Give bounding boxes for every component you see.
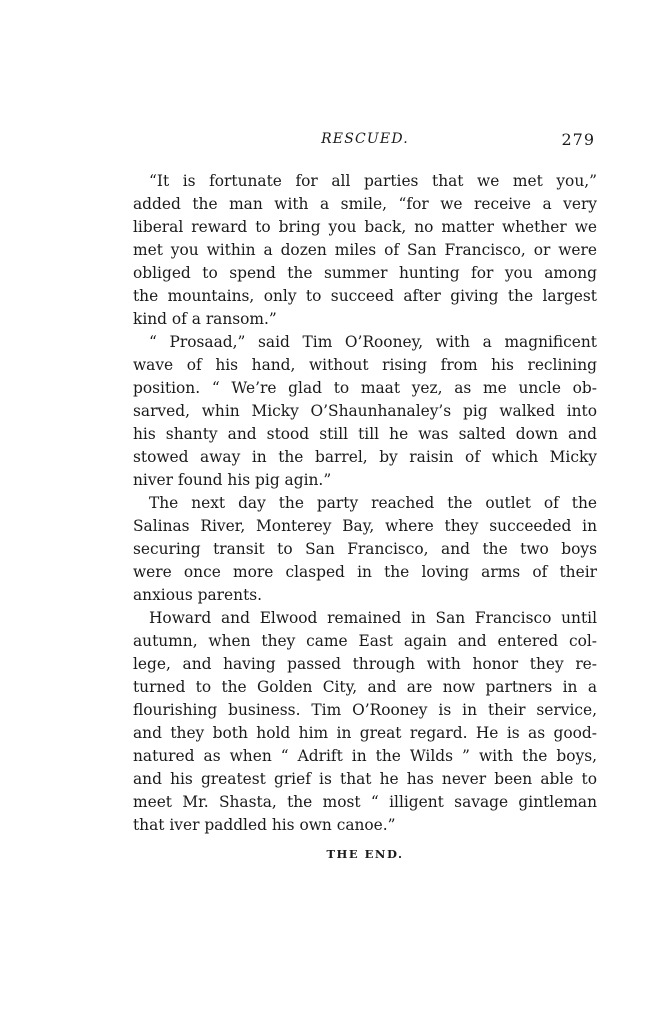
- text-line: stowed away in the barrel, by raisin of which Micky: [133, 448, 597, 466]
- text-line: liberal reward to bring you back, no matter whether we: [133, 218, 597, 236]
- text-line: flourishing business. Tim O’Rooney is in their service,: [133, 701, 597, 719]
- text-line: wave of his hand, without rising from his reclining: [133, 356, 597, 374]
- text-line: niver found his pig agin.”: [133, 471, 332, 489]
- page-number: 279: [561, 130, 595, 149]
- text-line: Howard and Elwood remained in San Francisco until: [149, 609, 597, 627]
- text-line: “ Prosaad,” said Tim O’Rooney, with a magnificent: [149, 333, 597, 351]
- text-line: added the man with a smile, “for we receive a very: [133, 195, 597, 213]
- text-line: Salinas River, Monterey Bay, where they succeeded in: [133, 517, 597, 535]
- text-line: securing transit to San Francisco, and the two boys: [133, 540, 597, 558]
- text-line: turned to the Golden City, and are now partners in a: [133, 678, 597, 696]
- text-line: autumn, when they came East again and entered col-: [133, 632, 597, 650]
- text-line: and they both hold him in great regard. He is as good-: [133, 724, 597, 742]
- text-line: “It is fortunate for all parties that we met you,”: [149, 172, 597, 190]
- text-line: The next day the party reached the outlet of the: [149, 494, 597, 512]
- running-head: RESCUED.: [321, 131, 409, 147]
- text-line: anxious parents.: [133, 586, 263, 604]
- text-line: the mountains, only to succeed after giving the largest: [133, 287, 597, 305]
- text-line: that iver paddled his own canoe.”: [133, 816, 396, 834]
- text-line: position. “ We’re glad to maat yez, as me uncle ob-: [133, 379, 597, 397]
- body-text: [133, 170, 597, 837]
- text-line: lege, and having passed through with honor they re-: [133, 655, 597, 673]
- text-line: were once more clasped in the loving arms of their: [133, 563, 597, 581]
- text-line: meet Mr. Shasta, the most “ illigent savage gintleman: [133, 793, 597, 811]
- the-end-label: THE END.: [326, 847, 404, 861]
- text-line: kind of a ransom.”: [133, 310, 277, 328]
- text-line: and his greatest grief is that he has never been able to: [133, 770, 597, 788]
- text-line: natured as when “ Adrift in the Wilds ” with the boys,: [133, 747, 597, 765]
- page-header: [133, 131, 597, 151]
- text-line: sarved, whin Micky O’Shaunhanaley’s pig walked into: [133, 402, 597, 420]
- text-line: his shanty and stood still till he was salted down and: [133, 425, 597, 443]
- text-line: met you within a dozen miles of San Francisco, or were: [133, 241, 597, 259]
- text-line: obliged to spend the summer hunting for you among: [133, 264, 597, 282]
